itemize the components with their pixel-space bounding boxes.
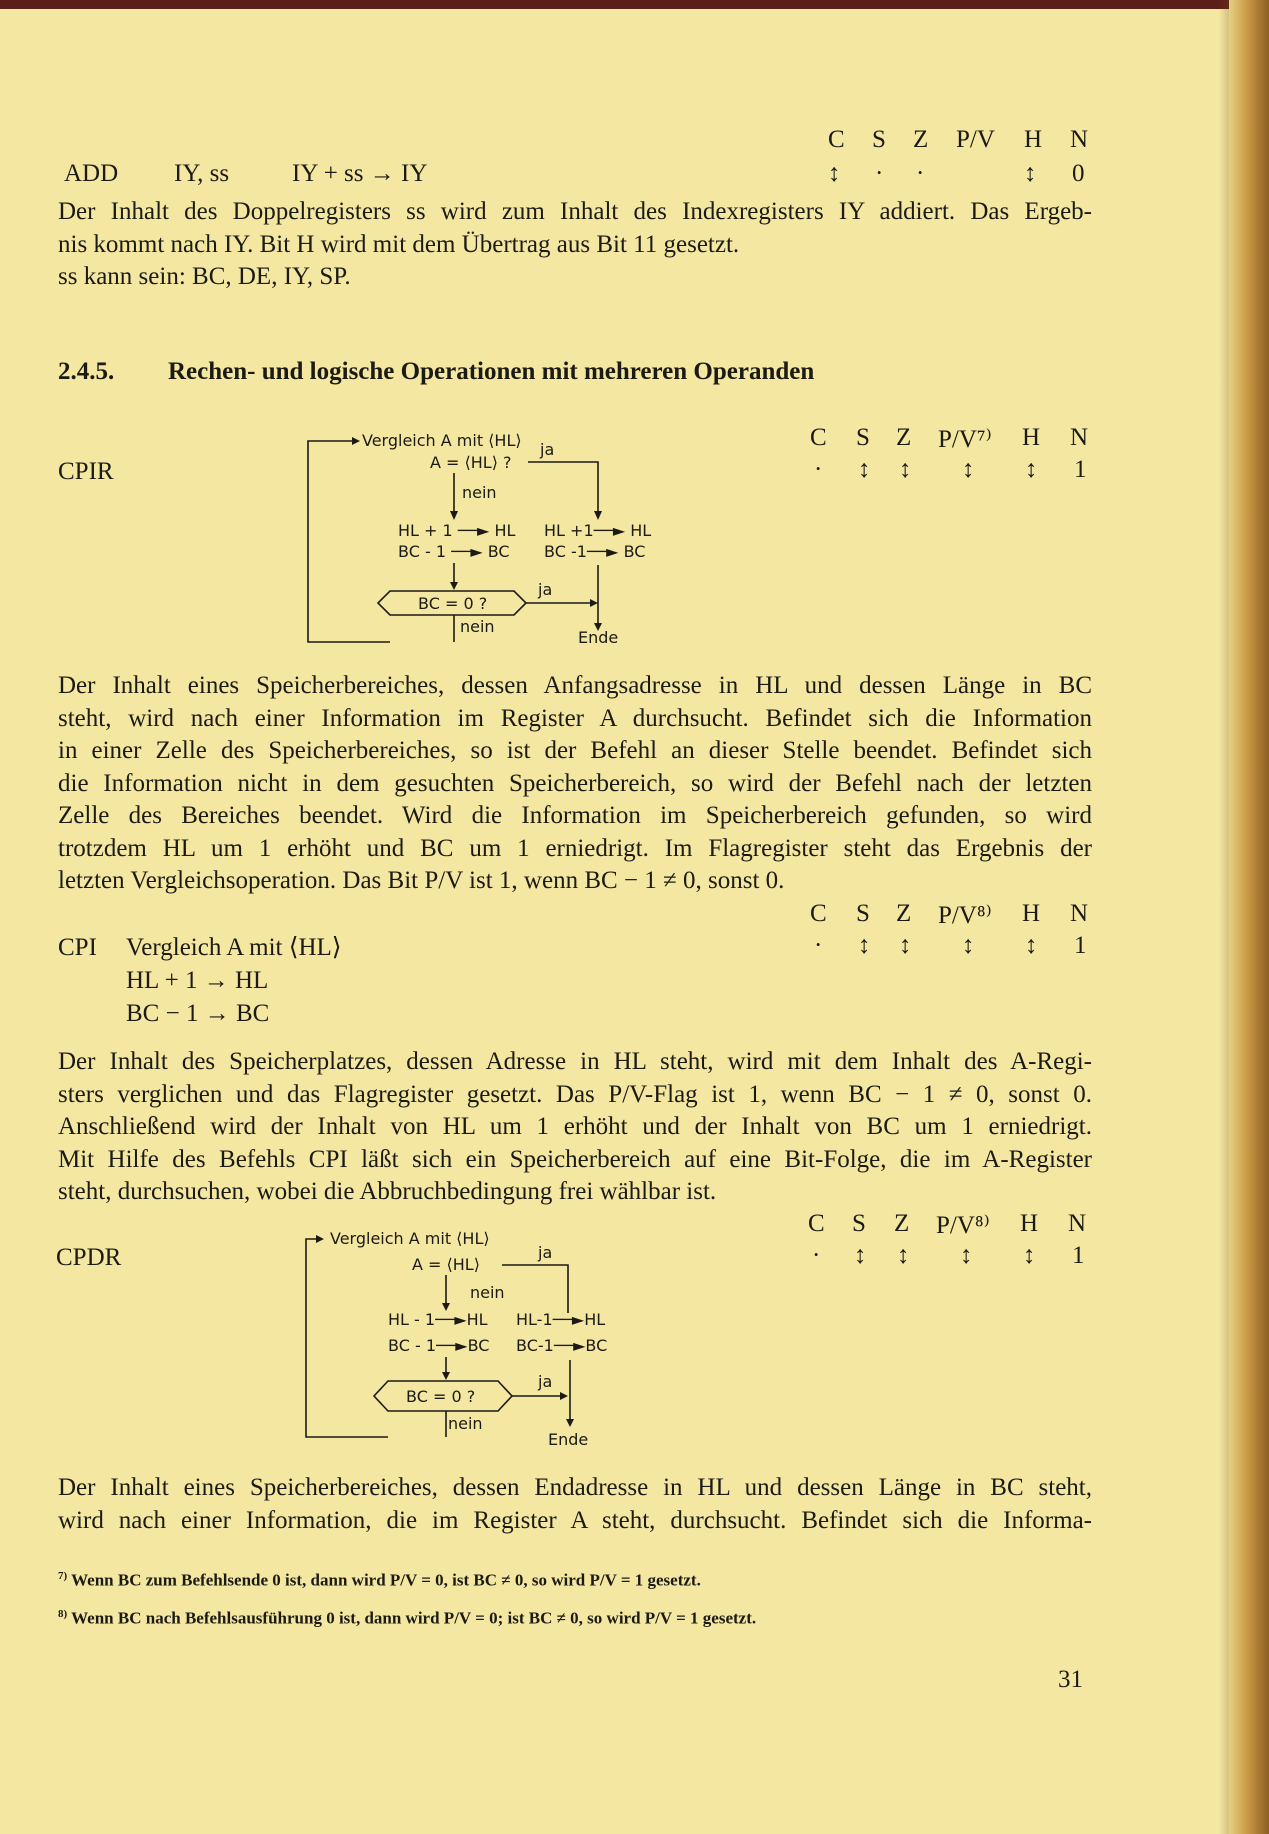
flag-pv: P/V⁸⁾ bbox=[938, 902, 992, 929]
flag-pv-value: ↕ bbox=[962, 932, 975, 959]
loop-line bbox=[306, 1239, 388, 1437]
arrow-head bbox=[450, 582, 458, 590]
flag-h-value: ↕ bbox=[1023, 1242, 1036, 1269]
flag-z-value: ↕ bbox=[899, 456, 912, 483]
dec-bc-label: BC - 1──►BC bbox=[388, 1336, 490, 1355]
text-line: Der Inhalt des Speicherplatzes, dessen Adresse in HL steht, wird mit dem Inhalt des A-Regi- bbox=[58, 1048, 1092, 1075]
footnote-text: Wenn BC nach Befehlsausführung 0 ist, dann wird P/V = 0; ist BC ≠ 0, so wird P/V = 1 gesetzt. bbox=[71, 1608, 757, 1628]
arrow-head bbox=[590, 599, 598, 607]
add-operation: IY + ss → IY bbox=[292, 160, 428, 187]
dec-hl-right-label: HL-1──►HL bbox=[516, 1310, 606, 1329]
add-operands: IY, ss bbox=[174, 160, 230, 187]
flag-c-value: · bbox=[814, 932, 823, 959]
flag-s: S bbox=[856, 900, 870, 927]
arrow-head bbox=[594, 511, 602, 520]
bc-test-label: BC = 0 ? bbox=[418, 594, 488, 613]
cpdr-flowchart bbox=[298, 1225, 638, 1450]
flag-pv-value: ↕ bbox=[962, 456, 975, 483]
end-label: Ende bbox=[578, 628, 619, 647]
test-label: A = ⟨HL⟩ ? bbox=[430, 453, 512, 472]
flag-s: S bbox=[856, 424, 870, 451]
dec-bc-right-label: BC -1──► BC bbox=[544, 542, 646, 561]
no2-label: nein bbox=[460, 617, 495, 636]
arrow-head bbox=[442, 1372, 450, 1380]
flag-s-value: ↕ bbox=[858, 932, 871, 959]
text-line: wird nach einer Information, die im Register A steht, durchsucht. Befindet sich die Informa- bbox=[58, 1506, 1092, 1534]
flag-pv: P/V bbox=[956, 126, 995, 153]
flag-h: H bbox=[1020, 1210, 1039, 1237]
text-line: letzten Vergleichsoperation. Das Bit P/V ist 1, wenn BC − 1 ≠ 0, sonst 0. bbox=[58, 867, 785, 894]
cpi-operation-inc-hl: HL + 1 → HL bbox=[126, 967, 269, 994]
book-spine-edge bbox=[1229, 0, 1269, 1834]
flag-c: C bbox=[828, 126, 845, 153]
cpdr-mnemonic: CPDR bbox=[56, 1244, 122, 1271]
flag-h-value: ↕ bbox=[1025, 932, 1038, 959]
footnote-7 bbox=[58, 1570, 701, 1591]
cpi-mnemonic: CPI bbox=[58, 934, 97, 961]
page-top-band bbox=[0, 0, 1269, 9]
flag-z-value: ↕ bbox=[897, 1242, 910, 1269]
flag-n: N bbox=[1068, 1210, 1087, 1237]
no-label: nein bbox=[470, 1283, 505, 1302]
flag-h-value: ↕ bbox=[1025, 456, 1038, 483]
cpi-description bbox=[58, 1046, 1092, 1209]
compare-label: Vergleich A mit ⟨HL⟩ bbox=[330, 1229, 490, 1248]
arrow-head bbox=[352, 437, 360, 445]
text-line: Der Inhalt eines Speicherbereiches, dessen Anfangsadresse in HL und dessen Länge in BC bbox=[58, 672, 1092, 699]
flag-z-value: ↕ bbox=[899, 932, 912, 959]
text-line: Mit Hilfe des Befehls CPI läßt sich ein Speicherbereich auf eine Bit-Folge, die im A-Register bbox=[58, 1145, 1092, 1173]
cpi-operation-compare: Vergleich A mit ⟨HL⟩ bbox=[126, 934, 342, 961]
flag-c: C bbox=[810, 424, 827, 451]
flag-h: H bbox=[1024, 126, 1043, 153]
cpir-flowchart bbox=[300, 425, 680, 650]
text-line: Der Inhalt des Doppelregisters ss wird zum Inhalt des Indexregisters IY addiert. Das Ergeb- bbox=[58, 198, 1092, 225]
cpir-description bbox=[58, 670, 1092, 898]
text-line: Der Inhalt eines Speicherbereiches, dessen Endadresse in HL und dessen Länge in BC steht, bbox=[58, 1474, 1092, 1501]
flag-s-value: · bbox=[875, 160, 884, 187]
add-description bbox=[58, 196, 1092, 294]
flag-z-value: · bbox=[916, 160, 925, 187]
flag-s: S bbox=[872, 126, 886, 153]
arrow-head bbox=[316, 1235, 324, 1243]
text-line: steht, wird nach einer Information im Register A durchsucht. Befindet sich die Information bbox=[58, 704, 1092, 732]
flag-n-value: 1 bbox=[1074, 932, 1087, 959]
text-line: ss kann sein: BC, DE, IY, SP. bbox=[58, 263, 351, 290]
yes2-label: ja bbox=[538, 1372, 553, 1391]
add-mnemonic: ADD bbox=[64, 160, 119, 187]
flag-pv: P/V⁸⁾ bbox=[936, 1212, 990, 1239]
flag-n-value: 1 bbox=[1072, 1242, 1085, 1269]
flag-h-value: ↕ bbox=[1024, 160, 1037, 187]
arrow-head bbox=[450, 511, 458, 520]
footnote-8 bbox=[58, 1608, 756, 1629]
flag-c-value: · bbox=[812, 1242, 821, 1269]
flag-n: N bbox=[1070, 900, 1089, 927]
cpir-mnemonic: CPIR bbox=[58, 458, 114, 485]
flag-n-value: 1 bbox=[1074, 456, 1087, 483]
flag-s-value: ↕ bbox=[854, 1242, 867, 1269]
flag-n-value: 0 bbox=[1072, 160, 1085, 187]
text-line: steht, durchsuchen, wobei die Abbruchbedingung frei wählbar ist. bbox=[58, 1178, 717, 1205]
yes-label: ja bbox=[538, 1243, 553, 1262]
flag-n: N bbox=[1070, 424, 1089, 451]
dec-hl-label: HL - 1──►HL bbox=[388, 1310, 488, 1329]
arrow-head bbox=[560, 1392, 568, 1400]
dec-bc-label: BC - 1 ──► BC bbox=[398, 542, 510, 561]
footnote-text: Wenn BC zum Befehlsende 0 ist, dann wird P/V = 0, ist BC ≠ 0, so wird P/V = 1 gesetzt. bbox=[71, 1570, 701, 1590]
flag-s: S bbox=[852, 1210, 866, 1237]
page-number: 31 bbox=[1058, 1666, 1083, 1693]
cpi-operation-dec-bc: BC − 1 → BC bbox=[126, 1000, 270, 1027]
section-title: Rechen- und logische Operationen mit mehreren Operanden bbox=[168, 358, 815, 385]
no-label: nein bbox=[462, 483, 497, 502]
yes-line bbox=[502, 1265, 568, 1313]
compare-label: Vergleich A mit ⟨HL⟩ bbox=[362, 431, 522, 450]
end-label: Ende bbox=[548, 1430, 589, 1449]
flag-pv: P/V⁷⁾ bbox=[938, 426, 992, 453]
text-line: trotzdem HL um 1 erhöht und BC um 1 erniedrigt. Im Flagregister steht das Ergebnis der bbox=[58, 834, 1092, 862]
footnote-mark: 8) bbox=[58, 1608, 68, 1620]
text-line: Anschließend wird der Inhalt von HL um 1 erhöht und der Inhalt von BC um 1 erniedrigt. bbox=[58, 1113, 1092, 1140]
flag-h: H bbox=[1022, 900, 1041, 927]
footnote-mark: 7) bbox=[58, 1570, 68, 1582]
no2-label: nein bbox=[448, 1414, 483, 1433]
flag-z: Z bbox=[896, 424, 912, 451]
cpdr-description bbox=[58, 1472, 1092, 1537]
flag-z: Z bbox=[894, 1210, 910, 1237]
inc-hl-right-label: HL +1──► HL bbox=[544, 521, 652, 540]
text-line: Zelle des Bereiches beendet. Wird die Information im Speicherbereich gefunden, so wird bbox=[58, 802, 1092, 829]
yes-label: ja bbox=[540, 440, 555, 459]
loop-line bbox=[308, 441, 390, 642]
flag-h: H bbox=[1022, 424, 1041, 451]
flag-z: Z bbox=[896, 900, 912, 927]
dec-bc-right-label: BC-1──►BC bbox=[516, 1336, 608, 1355]
test-label: A = ⟨HL⟩ bbox=[412, 1255, 480, 1274]
text-line: nis kommt nach IY. Bit H wird mit dem Übertrag aus Bit 11 gesetzt. bbox=[58, 230, 740, 258]
text-line: die Information nicht in dem gesuchten Speicherbereich, so wird der Befehl nach der letzten bbox=[58, 769, 1092, 797]
flag-s-value: ↕ bbox=[858, 456, 871, 483]
flag-c-value: ↕ bbox=[828, 160, 841, 187]
arrow-head bbox=[566, 1419, 574, 1427]
inc-hl-label: HL + 1 ──► HL bbox=[398, 521, 516, 540]
flag-pv-value: ↕ bbox=[960, 1242, 973, 1269]
flag-z: Z bbox=[913, 126, 929, 153]
flag-n: N bbox=[1070, 126, 1089, 153]
bc-test-label: BC = 0 ? bbox=[406, 1387, 476, 1406]
text-line: in einer Zelle des Speicherbereiches, so ist der Befehl an dieser Stelle beendet. Befindet sich bbox=[58, 737, 1092, 764]
yes-line bbox=[528, 462, 598, 513]
yes2-label: ja bbox=[538, 580, 553, 599]
section-number: 2.4.5. bbox=[58, 358, 115, 385]
flag-c: C bbox=[810, 900, 827, 927]
page-edge-shadow bbox=[1219, 0, 1229, 1834]
flag-c-value: · bbox=[814, 456, 823, 483]
flag-c: C bbox=[808, 1210, 825, 1237]
text-line: sters verglichen und das Flagregister gesetzt. Das P/V-Flag ist 1, wenn BC − 1 ≠ 0, sonst 0. bbox=[58, 1080, 1092, 1108]
